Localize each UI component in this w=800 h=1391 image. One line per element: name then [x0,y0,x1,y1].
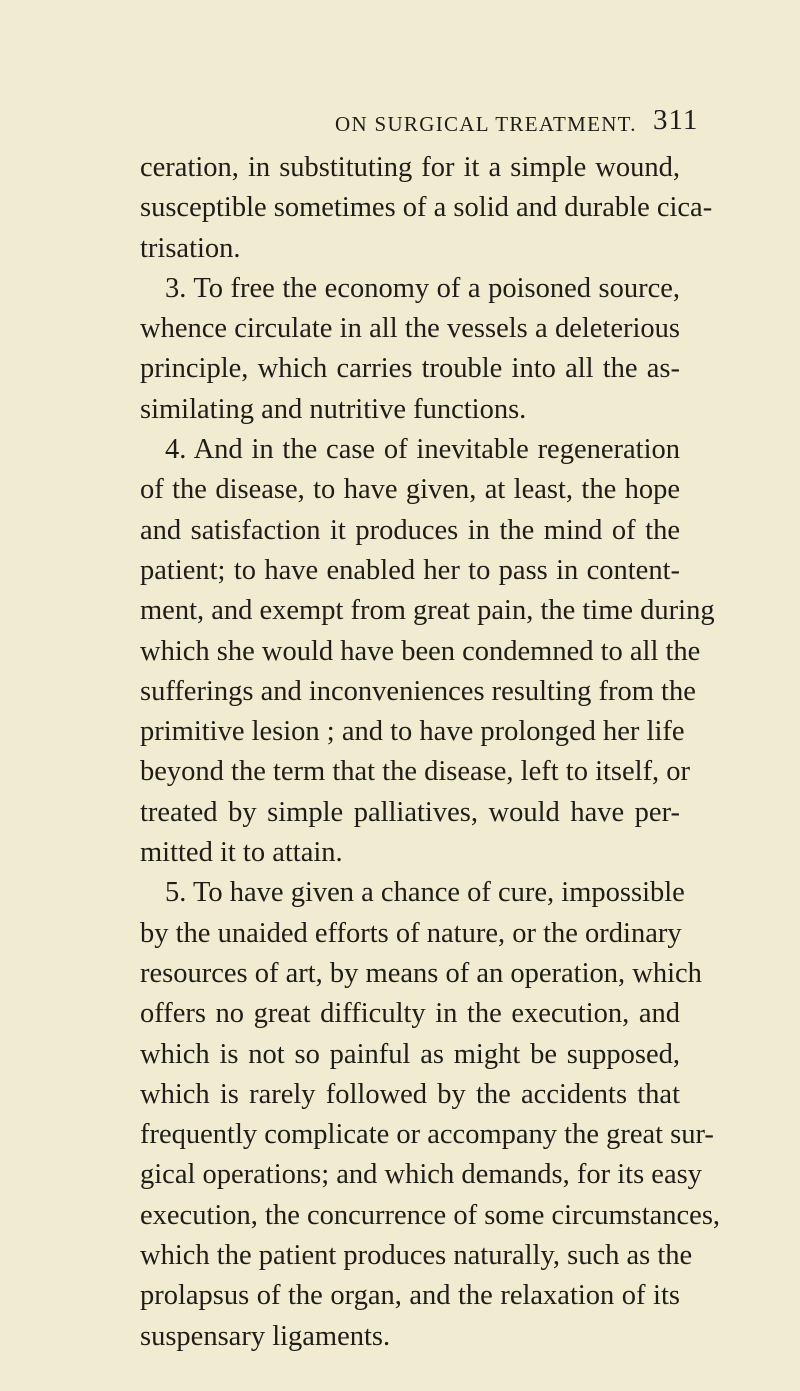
text-line: sufferings and inconveniences resulting from the [140,675,696,707]
text-line: 4. And in the case of inevitable regeneration [165,434,680,466]
text-line: gical operations; and which demands, for its easy [140,1159,702,1191]
text-line: 3. To free the economy of a poisoned source, [165,272,680,304]
text-line: prolapsus of the organ, and the relaxation of its [140,1280,680,1312]
text-line: execution, the concurrence of some circumstances, [140,1199,721,1231]
text-line: primitive lesion ; and to have prolonged her life [140,716,685,748]
text-line: ceration, in substituting for it a simple wound, [140,152,680,183]
text-line: beyond the term that the disease, left to itself, or [140,756,691,788]
text-line: mitted it to attain. [140,837,343,869]
text-line: by the unaided efforts of nature, or the ordinary [140,917,682,949]
text-line: whence circulate in all the vessels a deleterious [140,313,680,345]
text-line: which is not so painful as might be supposed, [140,1038,680,1070]
text-line: trisation. [140,232,241,264]
text-line: which the patient produces naturally, such as the [140,1240,693,1272]
running-head: ON SURGICAL TREATMENT. [335,112,637,136]
text-line: offers no great difficulty in the execution, and [140,998,680,1030]
text-line: treated by simple palliatives, would have per- [140,796,680,828]
body-text [140,148,721,1357]
text-line: which she would have been condemned to all the [140,635,701,667]
text-line: frequently complicate or accompany the great sur- [140,1119,714,1151]
text-line: of the disease, to have given, at least, the hope [140,474,680,506]
text-line: resources of art, by means of an operation, which [140,957,702,989]
page-number: 311 [653,104,699,136]
text-line: and satisfaction it produces in the mind of the [140,514,680,546]
text-line: patient; to have enabled her to pass in content- [140,554,680,586]
text-line: ment, and exempt from great pain, the time during [140,595,715,627]
text-line: principle, which carries trouble into all the as- [140,353,680,385]
text-line: suspensary ligaments. [140,1320,391,1352]
text-line: susceptible sometimes of a solid and durable cica- [140,192,713,224]
text-line: which is rarely followed by the accidents that [140,1078,680,1110]
text-line: 5. To have given a chance of cure, impossible [165,877,685,909]
text-line: similating and nutritive functions. [140,393,527,425]
